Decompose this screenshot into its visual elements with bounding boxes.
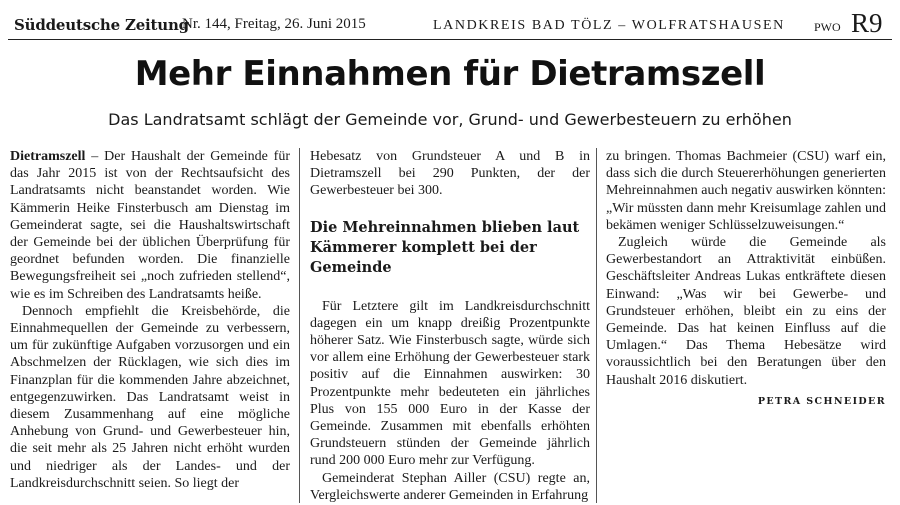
edition-code: PWO xyxy=(814,20,841,34)
article-paragraph-2: Hebesatz von Grundsteuer A und B in Dietramszell bei 290 Punkten, der der Gewerbesteuer bei 300. xyxy=(310,149,590,199)
masthead xyxy=(8,8,892,40)
article-author: PETRA SCHNEIDER xyxy=(757,395,886,407)
article-crosshead: Die Mehreinnahmen blieben laut Kämmerer komplett bei der Gemeinde xyxy=(310,218,580,276)
page-number: R9 xyxy=(851,8,883,38)
newspaper-name: Süddeutsche Zeitung xyxy=(14,16,189,34)
column-divider xyxy=(596,148,597,503)
issue-info: Nr. 144, Freitag, 26. Juni 2015 xyxy=(182,16,366,32)
article-paragraph-4: zu bringen. Thomas Bachmeier (CSU) warf ein, dass sich die durch Steuererhöhungen generierten Mehreinnahmen auch negativ auswirken könnten: „Wir müssten dann mehr Kreisumlage zahlen und bekämen weniger Schlüsselzuweisungen.“ xyxy=(606,149,886,233)
article-paragraph-2: Dennoch empfiehlt die Kreisbehörde, die Einnahmequellen der Gemeinde zu verbessern, um für zukünftige Aufgaben vorzusorgen und ein Abschmelzen der Rücklagen, wie sich dies im Finanzplan für die kommenden Jahre abzeichnet, entgegenzuwirken. Das Landratsamt weist in diesem Zusammenhang auf eine mögliche Anhebung von Grund- und Gewerbesteuer hin, die seit mehr als 25 Jahren nicht erhöht wurden und niedriger als der Landes- und der Landkreisdurchschnitt seien. So liegt der xyxy=(10,303,290,491)
article-dateline: Dietramszell xyxy=(10,149,86,164)
article-column-3 xyxy=(606,148,886,503)
article-paragraph-1 xyxy=(10,148,290,303)
section-region: LANDKREIS BAD TÖLZ – WOLFRATSHAUSEN xyxy=(433,18,785,33)
article-paragraph-4: Gemeinderat Stephan Ailler (CSU) regte an, Vergleichswerte anderer Gemeinden in Erfahrung xyxy=(310,470,590,503)
article-subheadline: Das Landratsamt schlägt der Gemeinde vor, Grund- und Gewerbesteuern zu erhöhen xyxy=(108,110,792,129)
article-column-1 xyxy=(10,148,290,503)
column-divider xyxy=(299,148,300,503)
article-paragraph-5: Zugleich würde die Gemeinde als Gewerbestandort an Attraktivität einbüßen. Geschäftsleiter Andreas Lukas entkräftete diesen Einwand: „Was wir bei Gewerbe- und Grundsteuer erhöhen, bleibt ein zu eins der Gemeinde. Das hat keinen Einfluss auf die Umlagen.“ Das Thema Hebesätze wird voraussichtlich bei den Beratungen über den Haushalt 2016 diskutiert. xyxy=(606,235,886,388)
article-paragraph-3: Für Letztere gilt im Landkreisdurchschnitt dagegen ein um knapp dreißig Prozentpunkte höherer Satz. Wie Finsterbusch sagte, würde sich vor allem eine Erhöhung der Gewerbesteuer stark positiv auf die Einnahmen auswirken: 30 Prozentpunkte mehr bedeuteten ein jährliches Plus von 155 000 Euro in der Kasse der Gemeinde. Zusammen mit ebenfalls erhöhten Grundsteuern stünden der Gemeinde jährlich rund 200 000 Euro mehr zur Verfügung. xyxy=(310,298,590,469)
article-headline: Mehr Einnahmen für Dietramszell xyxy=(134,54,766,94)
article-column-2 xyxy=(310,148,590,503)
paragraph-text: – Der Haushalt der Gemeinde für das Jahr 2015 ist von der Rechtsaufsicht des Landratsamts nicht beanstandet worden. Wie Kämmerin Heike Finsterbusch am Dienstag im Gemeinderat sagte, sei die Haushaltswirtschaft der Gemeinde bei der üblichen Überprüfung für geordnet befunden worden. Die finanzielle Bewegungsfreiheit sei „noch zufrieden stellend“, wie es im Schreiben des Landratsamts heiße. xyxy=(10,149,290,302)
